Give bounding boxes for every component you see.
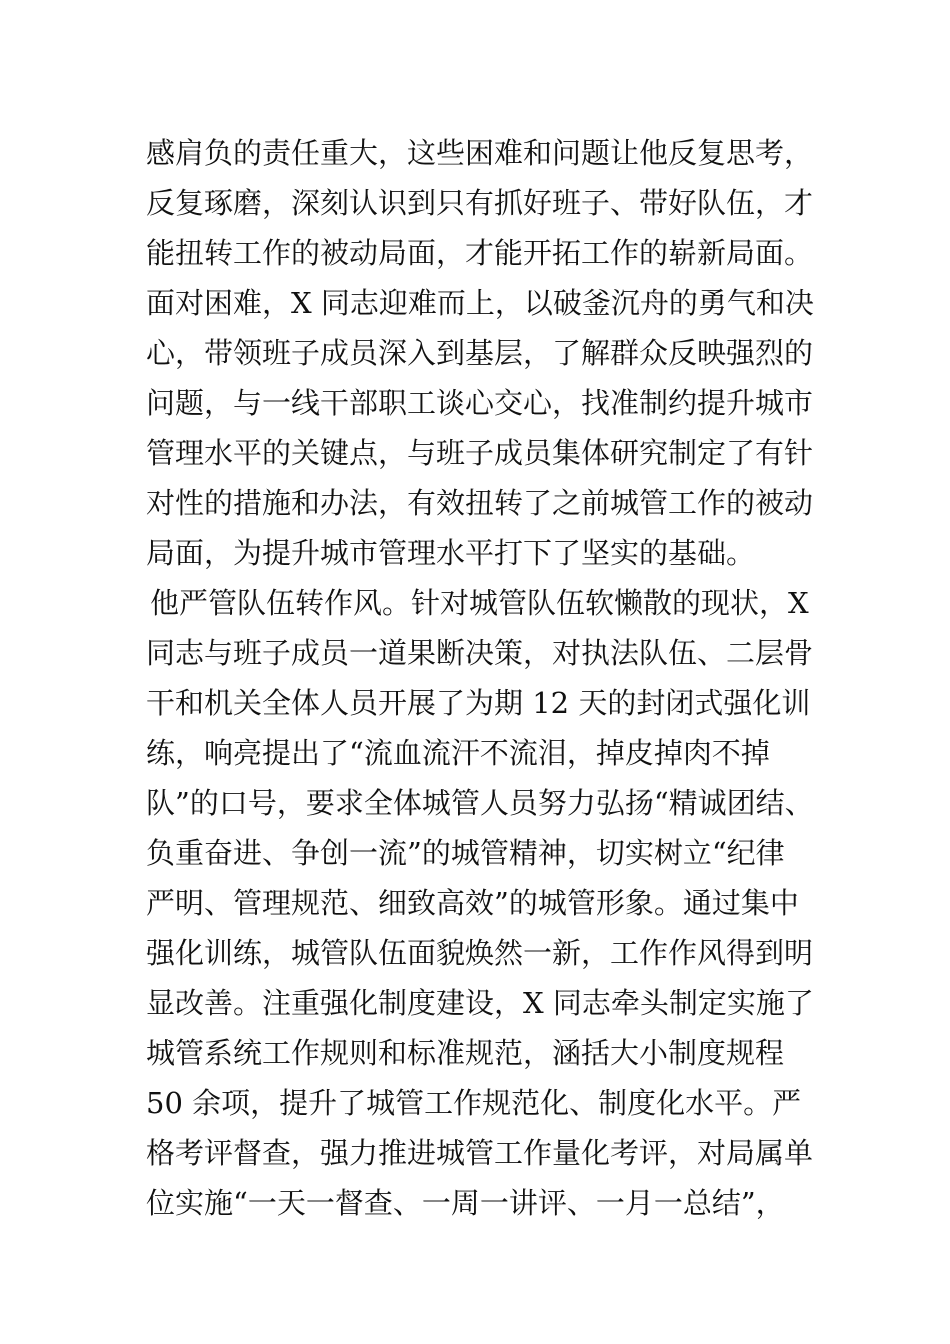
text-line: 对性的措施和办法，有效扭转了之前城管工作的被动	[146, 486, 814, 520]
text-line: 管理水平的关键点，与班子成员集体研究制定了有针	[146, 436, 814, 470]
text-line: 干和机关全体人员开展了为期 12 天的封闭式强化训	[146, 686, 811, 720]
text-line: 反复琢磨，深刻认识到只有抓好班子、带好队伍，才	[146, 186, 814, 220]
text-line: 队”的口号，要求全体城管人员努力弘扬“精诚团结、	[146, 786, 814, 820]
text-line: 面对困难，X 同志迎难而上，以破釜沉舟的勇气和决	[146, 286, 814, 320]
text-line: 心，带领班子成员深入到基层，了解群众反映强烈的	[146, 336, 814, 370]
text-line: 能扭转工作的被动局面，才能开拓工作的崭新局面。	[146, 236, 814, 270]
text-line: 城管系统工作规则和标准规范，涵括大小制度规程	[146, 1036, 785, 1070]
text-line: 局面，为提升城市管理水平打下了坚实的基础。	[146, 536, 756, 570]
text-line: 格考评督查，强力推进城管工作量化考评，对局属单	[146, 1136, 814, 1170]
text-line: 强化训练，城管队伍面貌焕然一新，工作作风得到明	[146, 936, 814, 970]
body-text	[146, 128, 846, 1228]
text-line: 显改善。注重强化制度建设，X 同志牵头制定实施了	[146, 986, 814, 1020]
text-line: 问题，与一线干部职工谈心交心，找准制约提升城市	[146, 386, 814, 420]
text-line: 位实施“一天一督查、一周一讲评、一月一总结”，	[146, 1186, 785, 1220]
text-line: 负重奋进、争创一流”的城管精神，切实树立“纪律	[146, 836, 785, 870]
text-line: 同志与班子成员一道果断决策，对执法队伍、二层骨	[146, 636, 814, 670]
text-line: 感肩负的责任重大，这些困难和问题让他反复思考，	[146, 136, 814, 170]
text-line: 练，响亮提出了“流血流汗不流泪，掉皮掉肉不掉	[146, 736, 770, 770]
paragraph-start-line: 他严管队伍转作风。针对城管队伍软懒散的现状，X	[150, 586, 809, 620]
text-line: 50 余项，提升了城管工作规范化、制度化水平。严	[146, 1086, 802, 1120]
text-line: 严明、管理规范、细致高效”的城管形象。通过集中	[146, 886, 799, 920]
